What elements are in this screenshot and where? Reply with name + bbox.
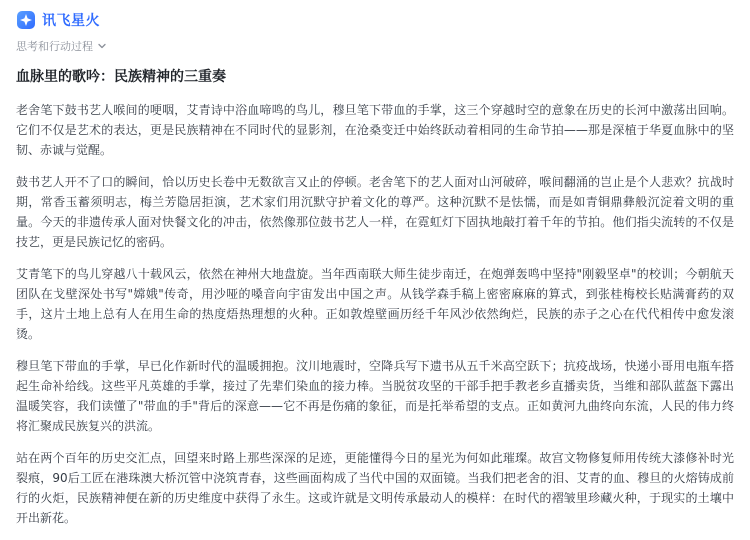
article-paragraph: 老舍笔下鼓书艺人喉间的哽咽，艾青诗中浴血啼鸣的鸟儿，穆旦笔下带血的手掌，这三个穿越时空的意象在历史的长河中激荡出回响。它们不仅是艺术的表达，更是民族精神在不同时代的显影剂，在沧桑变迁中始终跃动着相同的生命节拍——那是深植于华夏血脉中的坚韧、赤诚与觉醒。 (16, 103, 734, 157)
article-paragraph: 站在两个百年的历史交汇点，回望来时路上那些深深的足迹，更能懂得今日的星光为何如此璀璨。故宫文物修复师用传统大漆修补时光裂痕，90后工匠在港珠澳大桥沉管中浇筑青春，这些画面构成了当代中国的双面镜。当我们把老舍的泪、艾青的血、穆旦的火熔铸成前行的火炬，民族精神便在新的历史维度中获得了永生。这或许就是文明传承最动人的模样：在时代的褶皱里珍藏火种，于现实的土壤中开出新花。 (16, 451, 734, 525)
process-label: 思考和行动过程 (16, 40, 93, 53)
chevron-down-icon (97, 41, 107, 51)
process-toggle[interactable] (16, 38, 107, 54)
app-logo-text[interactable]: 讯飞星火 (42, 13, 100, 29)
app-header (16, 10, 100, 30)
article-paragraph: 鼓书艺人开不了口的瞬间，恰以历史长卷中无数欲言又止的停顿。老舍笔下的艺人面对山河破碎，喉间翻涌的岂止是个人悲欢？抗战时期，常香玉蓄须明志，梅兰芳隐居拒演，艺术家们用沉默守护着文化的尊严。这种沉默不是怯懦，而是如青铜鼎彝般沉淀着文明的重量。今天的非遗传承人面对快餐文化的冲击，依然像那位鼓书艺人一样，在霓虹灯下固执地敲打着千年的节拍。他们指尖流转的不仅是技艺，更是民族记忆的密码。 (16, 175, 734, 249)
article-paragraph: 艾青笔下的鸟儿穿越八十载风云，依然在神州大地盘旋。当年西南联大师生徒步南迁，在炮弹轰鸣中坚持"刚毅坚卓"的校训；今朝航天团队在戈壁深处书写"嫦娥"传奇，用沙哑的嗓音向宇宙发出中国之声。从钱学森手稿上密密麻麻的算式，到张桂梅校长贴满膏药的双手，这片土地上总有人在用生命的热度焐热理想的火种。正如敦煌壁画历经千年风沙依然绚烂，民族的赤子之心在代代相传中愈发滚烫。 (16, 267, 734, 341)
article-paragraph: 穆旦笔下带血的手掌，早已化作新时代的温暖拥抱。汶川地震时，空降兵写下遗书从五千米高空跃下；抗疫战场，快递小哥用电瓶车搭起生命补给线。这些平凡英雄的手掌，接过了先辈们染血的接力棒。当脱贫攻坚的干部手把手教老乡直播卖货，当维和部队蓝盔下露出温暖笑容，我们读懂了"带血的手"背后的深意——它不再是伤痛的象征，而是托举希望的支点。正如黄河九曲终向东流，人民的伟力终将汇聚成民族复兴的洪流。 (16, 359, 734, 433)
article-content (16, 66, 734, 540)
spark-logo-icon (16, 10, 36, 30)
article-title: 血脉里的歌吟：民族精神的三重奏 (16, 69, 226, 85)
